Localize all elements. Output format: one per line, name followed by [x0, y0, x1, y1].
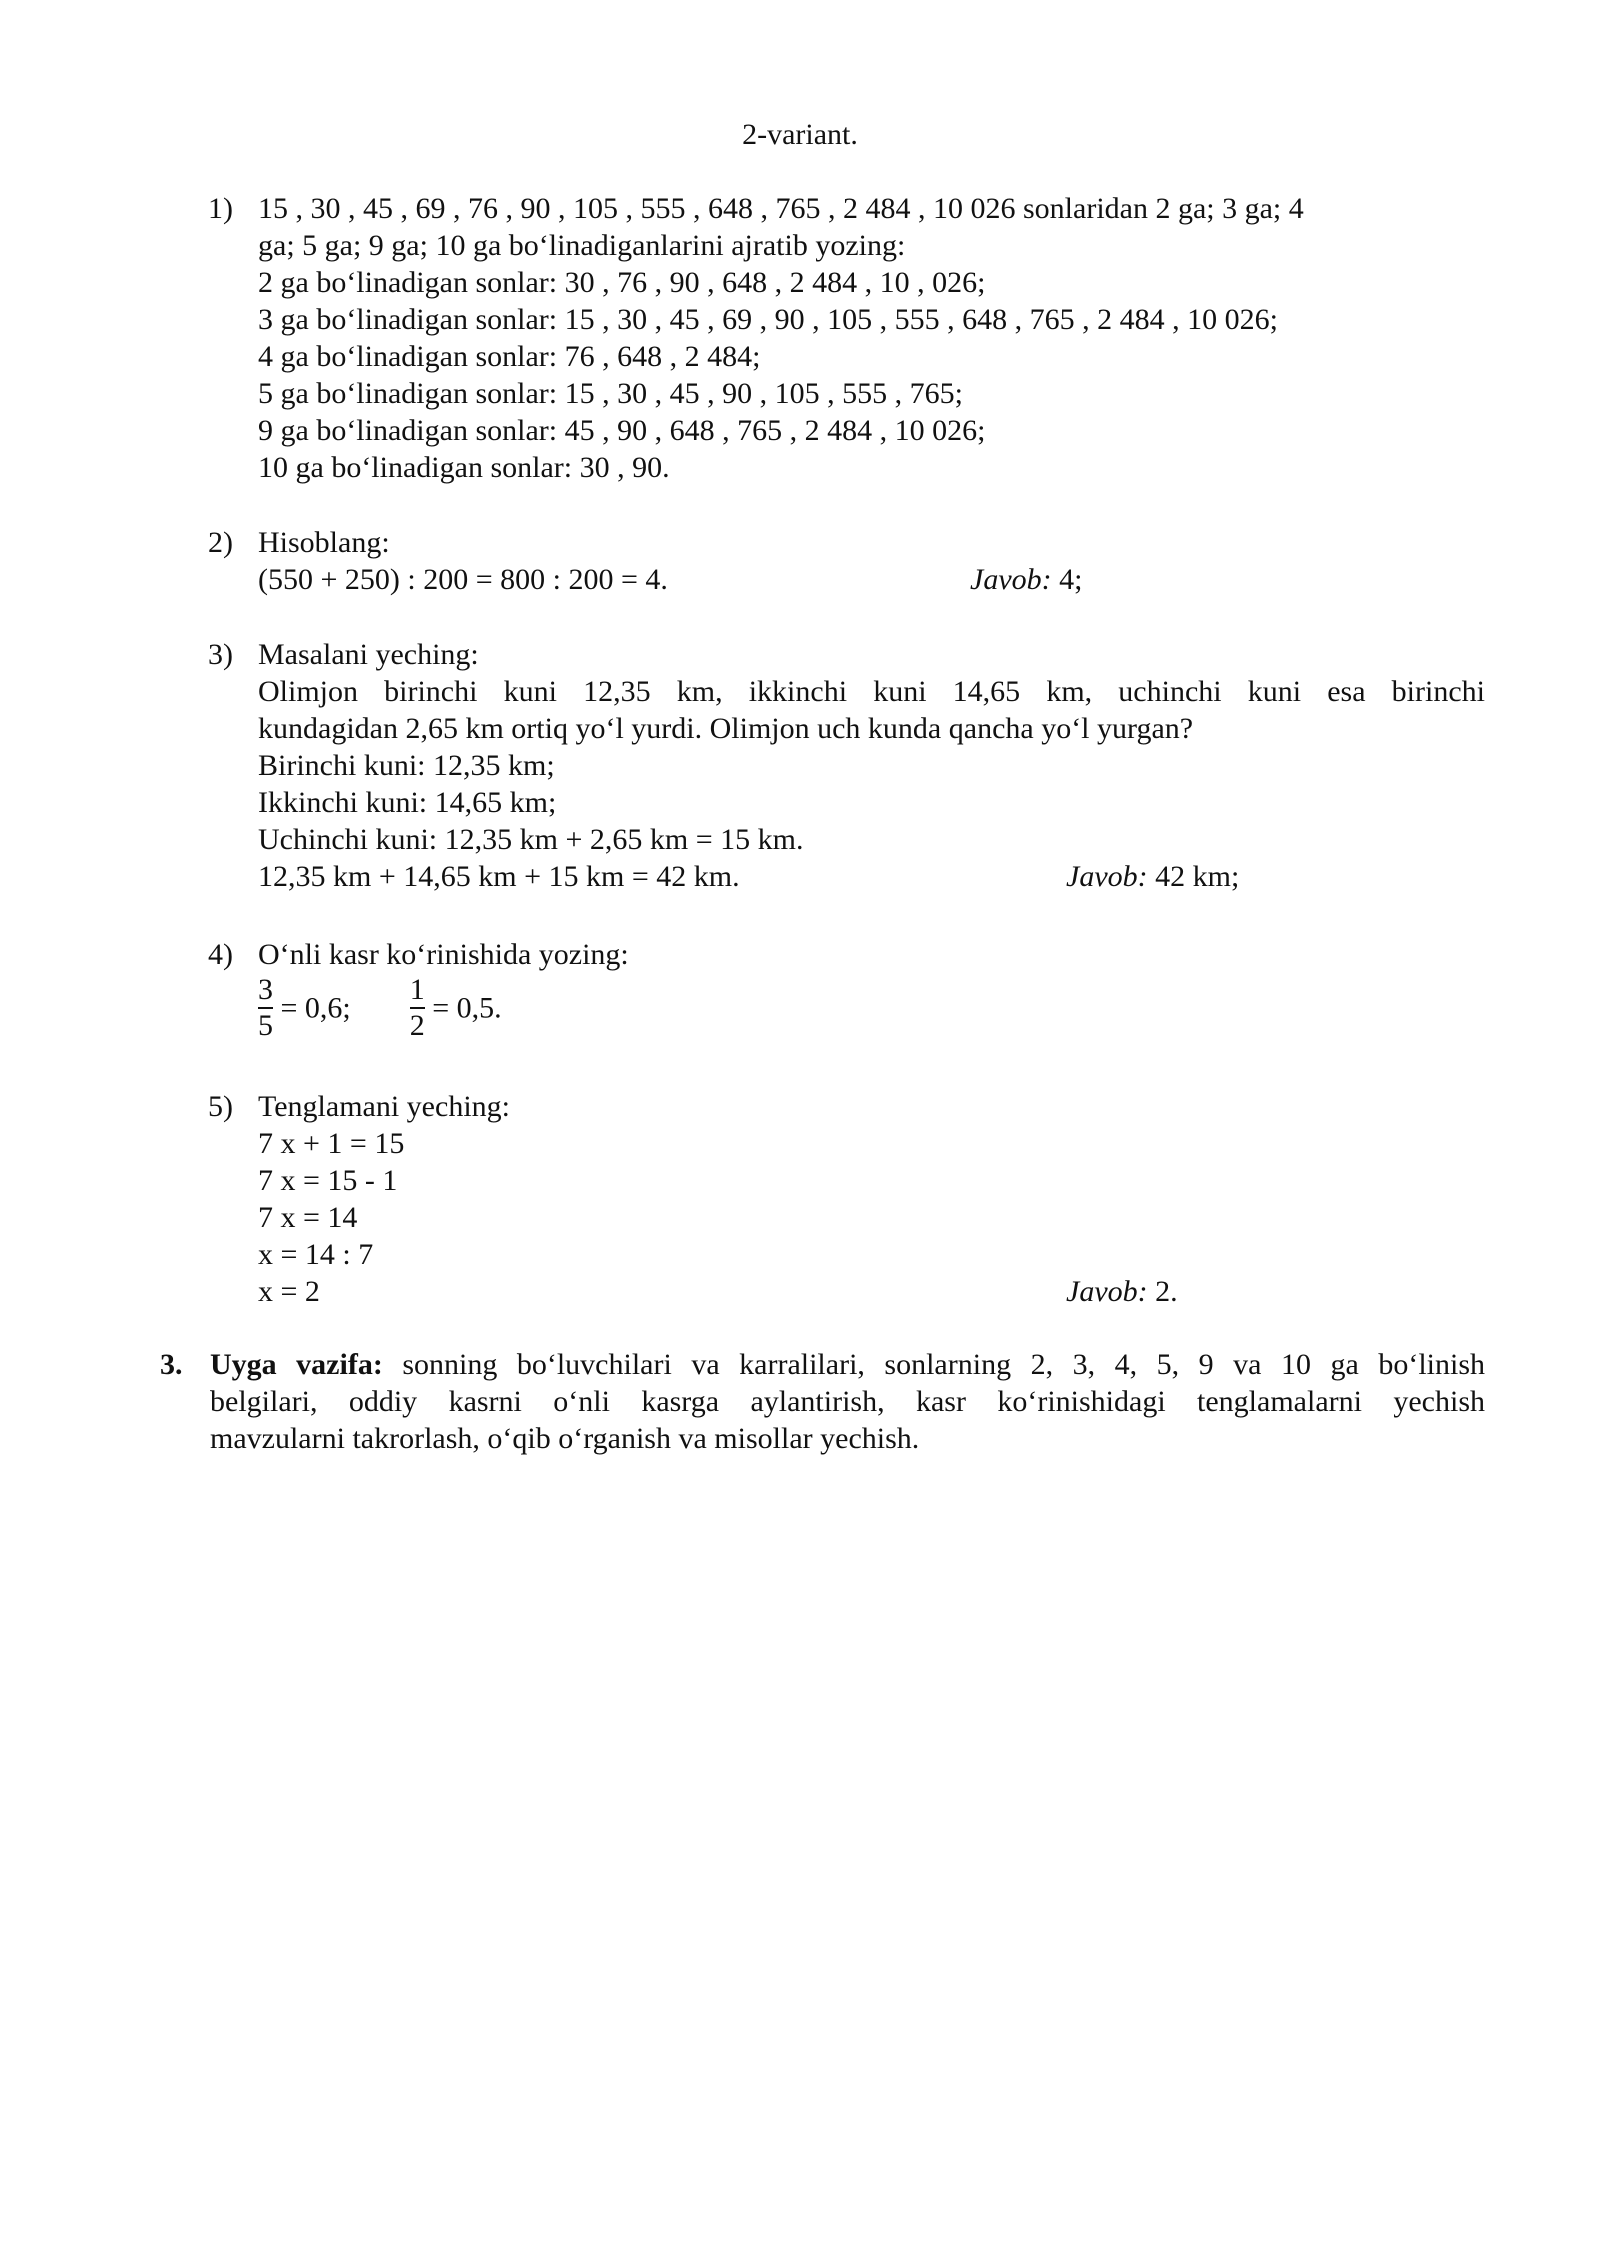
homework-line: mavzularni takrorlash, oʻqib oʻrganish va misollar yechish. [210, 1422, 920, 1455]
denominator: 5 [258, 1009, 273, 1042]
answer-value: 2. [1147, 1275, 1178, 1308]
text-line: 2 ga boʻlinadigan sonlar: 30 , 76 , 90 , 648 , 2 484 , 10 , 026; [258, 266, 986, 299]
question-heading: Masalani yeching: [258, 638, 479, 671]
answer [970, 561, 1082, 598]
answer [1066, 858, 1239, 895]
fraction-3-5 [258, 973, 273, 1043]
homework-line: belgilari, oddiy kasrni oʻnli kasrga aylantirish, kasr koʻrinishidagi tenglamalarni yechish [210, 1385, 1485, 1418]
question-body [258, 1088, 1485, 1310]
solution-line: Uchinchi kuni: 12,35 km + 2,65 km = 15 km. [258, 823, 804, 856]
calculation-line [258, 561, 1485, 598]
equation-step: x = 14 : 7 [258, 1238, 374, 1271]
equation-step: x = 2 [258, 1275, 320, 1308]
text-line: 15 , 30 , 45 , 69 , 76 , 90 , 105 , 555 , 648 , 765 , 2 484 , 10 026 sonlaridan 2 ga; 3 ga; 4 [258, 192, 1304, 225]
solution-line: Ikkinchi kuni: 14,65 km; [258, 786, 557, 819]
fraction-1-2 [410, 973, 425, 1043]
fraction-result: = 0,6; [273, 991, 351, 1025]
denominator: 2 [409, 1009, 425, 1042]
fraction-result: = 0,5. [424, 991, 502, 1025]
text-line: 9 ga boʻlinadigan sonlar: 45 , 90 , 648 , 765 , 2 484 , 10 026; [258, 414, 986, 447]
equation-step: 7 x + 1 = 15 [258, 1127, 405, 1160]
problem-text: kundagidan 2,65 km ortiq yoʻl yurdi. Olimjon uch kunda qancha yoʻl yurgan? [258, 712, 1194, 745]
question-number: 2) [208, 526, 233, 559]
equation-final [258, 1273, 1485, 1310]
question-body [258, 190, 1485, 486]
text-line: 5 ga boʻlinadigan sonlar: 15 , 30 , 45 , 90 , 105 , 555 , 765; [258, 377, 963, 410]
homework-section [160, 1346, 1485, 1457]
question-body [258, 936, 1485, 1049]
question-1 [208, 190, 1485, 486]
question-3 [208, 636, 1485, 895]
solution-total [258, 858, 1485, 895]
numerator: 1 [409, 973, 425, 1006]
question-heading: Oʻnli kasr koʻrinishida yozing: [258, 938, 629, 971]
fractions-line [258, 973, 1485, 1049]
question-heading: Tenglamani yeching: [258, 1090, 510, 1123]
answer-label: Javob: [970, 563, 1052, 596]
total-expression: 12,35 km + 14,65 km + 15 km = 42 km. [258, 860, 740, 893]
question-2 [208, 524, 1485, 598]
answer-value: 4; [1051, 563, 1083, 596]
variant-title: 2-variant. [742, 118, 858, 151]
question-number: 3) [208, 638, 233, 671]
solution-line: Birinchi kuni: 12,35 km; [258, 749, 555, 782]
text-line: 10 ga boʻlinadigan sonlar: 30 , 90. [258, 451, 670, 484]
answer-label: Javob: [1066, 860, 1148, 893]
question-number: 4) [208, 938, 233, 971]
question-heading: Hisoblang: [258, 526, 390, 559]
text-line: 4 ga boʻlinadigan sonlar: 76 , 648 , 2 484; [258, 340, 761, 373]
equation-step: 7 x = 15 - 1 [258, 1164, 398, 1197]
answer [1066, 1273, 1178, 1310]
text-line: 3 ga boʻlinadigan sonlar: 15 , 30 , 45 , 69 , 90 , 105 , 555 , 648 , 765 , 2 484 , 10 026; [258, 303, 1278, 336]
question-4 [208, 936, 1485, 1049]
homework-line [210, 1346, 1485, 1383]
answer-value: 42 km; [1147, 860, 1240, 893]
question-number: 1) [208, 192, 233, 225]
question-5 [208, 1088, 1485, 1310]
text-line: ga; 5 ga; 9 ga; 10 ga boʻlinadiganlarini ajratib yozing: [258, 229, 906, 262]
numerator: 3 [258, 973, 273, 1006]
homework-text: sonning boʻluvchilari va karralilari, sonlarning 2, 3, 4, 5, 9 va 10 ga boʻlinish [402, 1348, 1486, 1381]
question-body [258, 636, 1485, 895]
calculation-expression: (550 + 250) : 200 = 800 : 200 = 4. [258, 563, 668, 596]
homework-body [210, 1346, 1485, 1457]
section-number: 3. [160, 1348, 183, 1381]
equation-step: 7 x = 14 [258, 1201, 358, 1234]
answer-label: Javob: [1066, 1275, 1148, 1308]
question-body [258, 524, 1485, 598]
problem-text: Olimjon birinchi kuni 12,35 km, ikkinchi kuni 14,65 km, uchinchi kuni esa birinchi [258, 675, 1485, 708]
question-number: 5) [208, 1090, 233, 1123]
homework-label: Uyga vazifa: [210, 1348, 383, 1381]
